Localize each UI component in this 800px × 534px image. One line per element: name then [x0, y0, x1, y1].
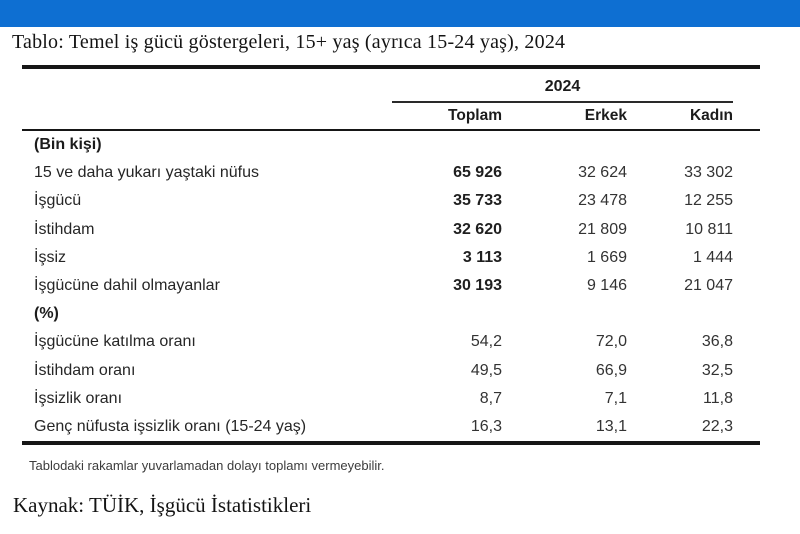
row-label: İşgücüne dahil olmayanlar: [34, 277, 220, 295]
cell-toplam: 30 193: [453, 277, 502, 295]
cell-erkek: 32 624: [578, 164, 627, 182]
cell-toplam: 16,3: [470, 417, 502, 435]
row-label: İşsizlik oranı: [34, 389, 123, 407]
cell-kadin: 22,3: [701, 417, 733, 435]
table-column-header-row: [22, 103, 760, 129]
page-title: Tablo: Temel iş gücü göstergeleri, 15+ yaş (ayrıca 15-24 yaş), 2024: [12, 31, 566, 53]
source-line: Kaynak: TÜİK, İşgücü İstatistikleri: [13, 493, 312, 517]
cell-kadin: 11,8: [703, 389, 733, 407]
table-row: [22, 300, 760, 328]
cell-kadin: 33 302: [684, 164, 733, 182]
table-row: [22, 385, 760, 413]
table-row: [22, 272, 760, 300]
cell-toplam: 32 620: [453, 220, 502, 238]
row-label: İşsiz: [34, 248, 66, 266]
cell-toplam: 65 926: [453, 164, 502, 182]
cell-toplam: 54,2: [470, 333, 502, 351]
row-label: (Bin kişi): [34, 136, 102, 154]
row-label: İşgücü: [34, 192, 82, 210]
table-year-header-row: [22, 69, 760, 103]
table-row: [22, 131, 760, 159]
cell-kadin: 10 811: [685, 220, 733, 238]
cell-erkek: 66,9: [595, 361, 627, 379]
cell-kadin: 21 047: [684, 277, 733, 295]
table-row: [22, 216, 760, 244]
row-label: 15 ve daha yukarı yaştaki nüfus: [34, 164, 260, 182]
cell-erkek: 13,1: [595, 417, 627, 435]
row-label: İşgücüne katılma oranı: [34, 333, 196, 351]
cell-kadin: 32,5: [701, 361, 733, 379]
table-body: [22, 131, 760, 441]
table-row: [22, 328, 760, 356]
cell-toplam: 49,5: [470, 361, 502, 379]
cell-kadin: 12 255: [684, 192, 733, 210]
col-header-erkek: Erkek: [584, 107, 627, 124]
top-accent-bar: [0, 0, 800, 27]
cell-erkek: 72,0: [595, 333, 627, 351]
table-footnote: Tablodaki rakamlar yuvarlamadan dolayı toplamı vermeyebilir.: [29, 458, 385, 473]
cell-erkek: 7,1: [604, 389, 627, 407]
row-label: Genç nüfusta işsizlik oranı (15-24 yaş): [34, 417, 307, 435]
cell-erkek: 9 146: [586, 277, 627, 295]
cell-toplam: 3 113: [462, 248, 502, 266]
col-header-toplam: Toplam: [448, 107, 502, 124]
labor-force-table: [22, 65, 760, 445]
table-row: [22, 187, 760, 215]
row-label: İstihdam oranı: [34, 361, 136, 379]
row-label: İstihdam: [34, 220, 95, 238]
cell-erkek: 1 669: [586, 248, 627, 266]
cell-erkek: 23 478: [578, 192, 627, 210]
cell-kadin: 1 444: [692, 248, 733, 266]
cell-kadin: 36,8: [701, 333, 733, 351]
row-label: (%): [34, 305, 59, 323]
table-row: [22, 159, 760, 187]
cell-toplam: 35 733: [453, 192, 502, 210]
col-header-kadin: Kadın: [689, 107, 733, 124]
cell-erkek: 21 809: [578, 220, 627, 238]
cell-toplam: 8,7: [479, 389, 502, 407]
table-row: [22, 357, 760, 385]
table-row: [22, 413, 760, 441]
table-row: [22, 244, 760, 272]
year-header: 2024: [392, 78, 733, 103]
table-bottom-rule: [22, 441, 760, 445]
